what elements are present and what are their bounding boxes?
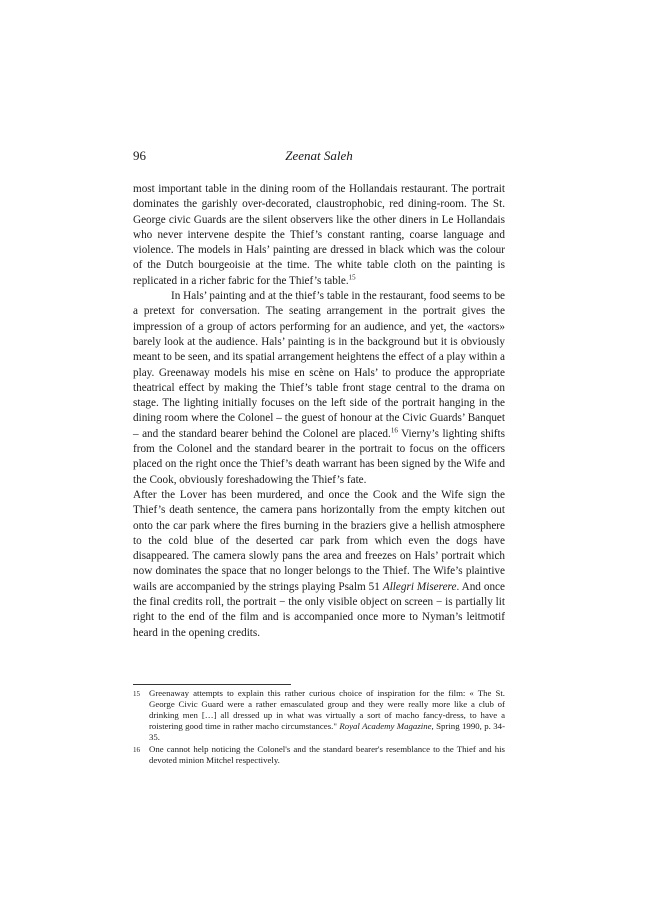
footnotes [133,688,505,767]
paragraph-2 [133,289,505,488]
footnote-16-body: One cannot help noticing the Colonel's and the standard bearer's resemblance to the Thief and his devoted minion Mitchel respectively. [149,744,505,765]
footnote-divider [133,684,291,685]
body-text [133,182,505,641]
paragraph-3-text-a: After the Lover has been murdered, and once the Cook and the Wife sign the Thief’s death sentence, the camera pans horizontally from the empty kitchen out onto the car park where the fires burning in the braziers give a hellish atmosphere to the cold blue of the deserted car park from which even the dogs have disappeared. The camera slowly pans the area and freezes on Hals’ portrait which now dominates the space that no longer belongs to the Thief. The Wife’s plaintive wails are accompanied by the strings playing Psalm 51 [133,488,505,593]
footnote-15 [133,688,505,743]
paragraph-3 [133,488,505,641]
footnote-ref-16[interactable]: 16 [390,426,398,435]
paragraph-1 [133,182,505,289]
paragraph-3-italic: Allegri Miserere [382,580,457,593]
running-title: Zeenat Saleh [285,148,353,163]
footnote-15-body: Greenaway attempts to explain this rather curious choice of inspiration for the film: « The St. George Civic Guard were a rather emasculated group and they were really more like a club of drinking men […] all dressed up in what was virtually a sort of macho fancy-dress, to have a roistering good time in rather macho circumstances." [149,688,505,731]
paragraph-2-text-b: Vierny’s lighting shifts from the Colonel and the standard bearer in the portrait to focus on the officers placed on the right once the Thief’s death warrant has been signed by the Wife and the Cook, obviously foreshadowing the Thief’s fate. [133,427,505,486]
page-header [133,148,505,166]
footnote-ref-15[interactable]: 15 [348,273,356,282]
footnote-number: 15 [133,690,140,698]
footnote-number: 16 [133,746,140,754]
paragraph-1-text: most important table in the dining room of the Hollandais restaurant. The portrait dominates the garishly over-decorated, claustrophobic, red dining-room. The St. George civic Guards are the silent observers like the other diners in Le Hollandais who never intervene despite the Thief’s constant ranting, coarse language and violence. The models in Hals’ painting are dressed in black which was the colour of the Dutch bourgeoisie at the time. The white table cloth on the painting is replicated in a richer fabric for the Thief’s table. [133,183,505,287]
footnote-text [149,688,505,743]
page-number: 96 [133,148,146,163]
paragraph-3-text-b: . And once the final credits roll, the portrait − the only visible object on screen − is partially lit right to the end of the film and is accompanied once more to Nyman’s leitmotif heard in the opening credits. [133,580,505,639]
paragraph-2-text-a: In Hals’ painting and at the thief’s table in the restaurant, food seems to be a pretext for conversation. The seating arrangement in the portrait gives the impression of a group of actors performing for an audience, and yet, the «actors» barely look at the audience. Hals’ painting is in the background but it is obviously meant to be seen, and its spatial arrangement heightens the effect of a play within a play. Greenaway models his mise en scène on Hals’ to produce the appropriate theatrical effect by making the Thief’s table front stage central to the drama on stage. The lighting initially focuses on the left side of the portrait hanging in the dining room where the Colonel – the guest of honour at the Civic Guards’ Banquet – and the standard bearer behind the Colonel are placed. [133,290,505,440]
footnote-16 [133,744,505,766]
footnote-15-source-rest: , Spring 1990, p. 34-35. [149,721,505,742]
footnote-15-source: Royal Academy Magazine [339,721,432,731]
